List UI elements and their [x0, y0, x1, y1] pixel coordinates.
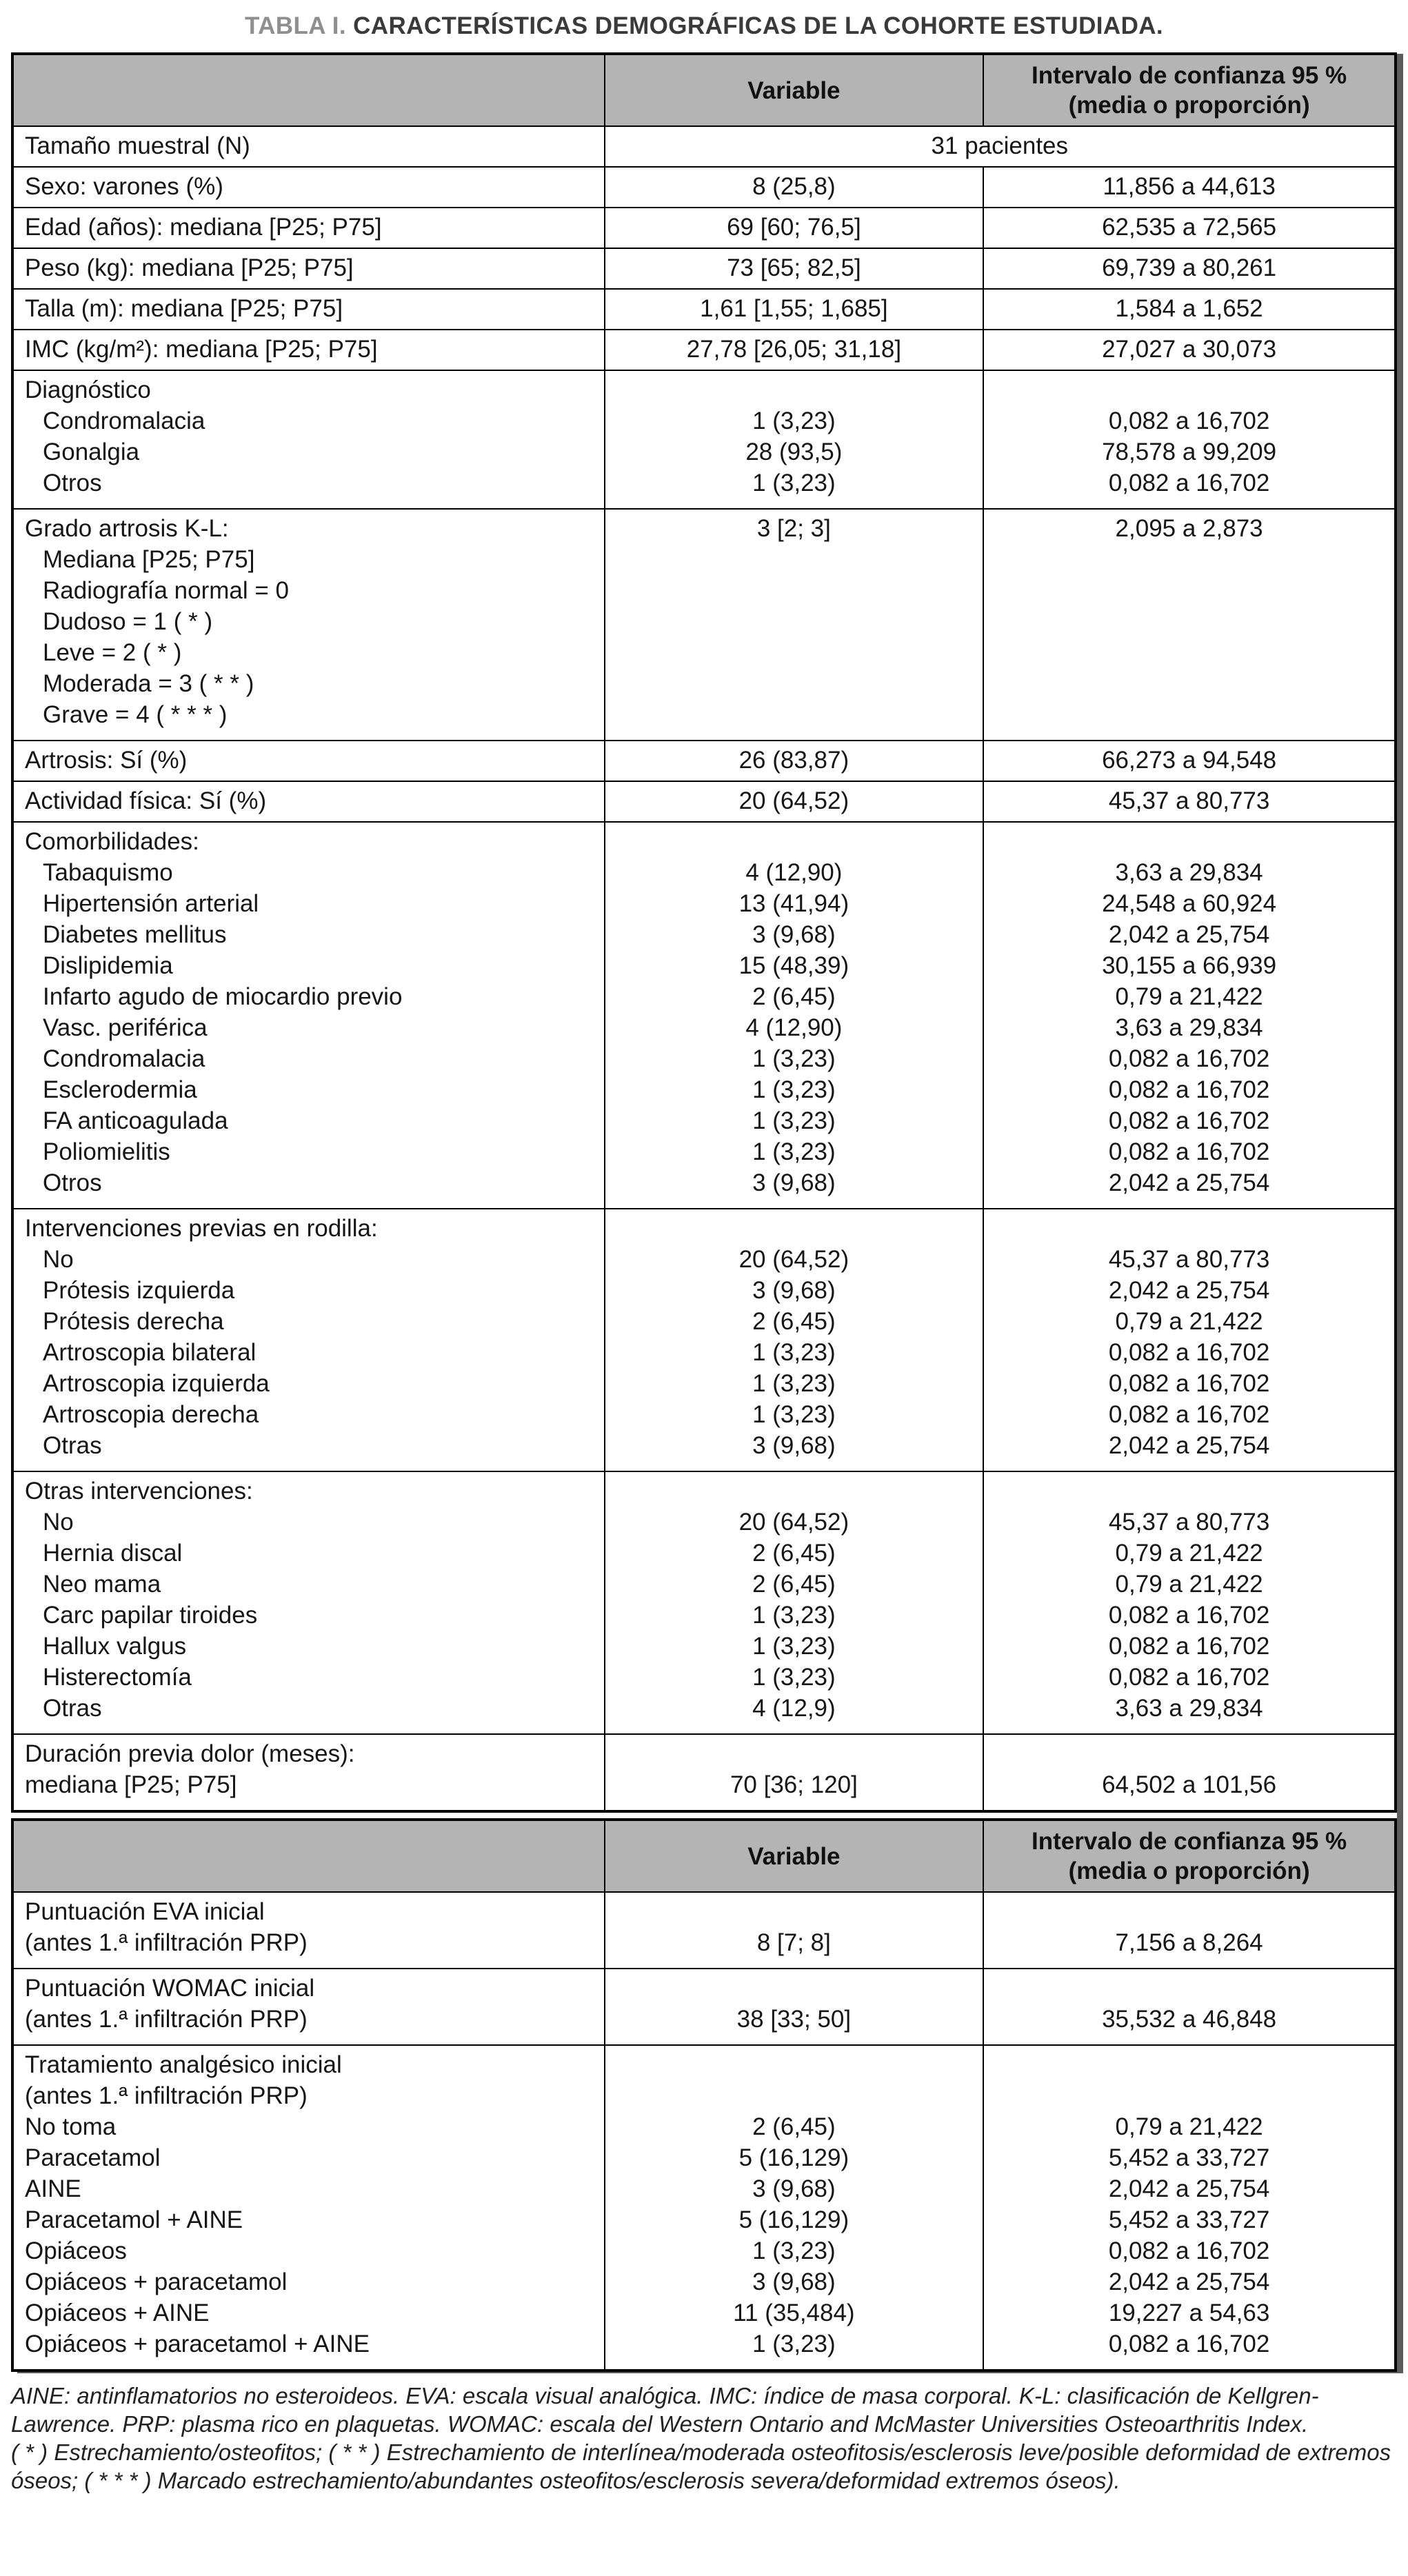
row-label-cell: [12, 208, 605, 248]
row-ci-cell: [983, 1471, 1396, 1734]
cell-line: 45,37 a 80,773: [1108, 1509, 1270, 1536]
cell-line: Grave = 4 ( * * * ): [43, 701, 228, 728]
cell-line: Dislipidemia: [43, 952, 173, 979]
cell-line: [612, 1973, 976, 2004]
cell-line: Gonalgia: [43, 439, 140, 465]
cell-line: [991, 374, 1387, 405]
cell-line: 0,082 a 16,702: [1108, 470, 1270, 496]
cell-line: 27,78 [26,05; 31,18]: [686, 336, 902, 363]
cell-line: Leve = 2 ( * ): [43, 639, 182, 666]
table-row: [12, 1471, 1396, 1734]
cell-line: 3,63 a 29,834: [1115, 1695, 1263, 1722]
row-variable-cell: [605, 167, 984, 208]
row-label-cell: [12, 1209, 605, 1471]
cell-line: Tabaquismo: [43, 859, 173, 886]
cell-line: 15 (48,39): [738, 952, 849, 979]
cell-line: Opiáceos + paracetamol + AINE: [25, 2331, 370, 2357]
row-ci-cell: [983, 509, 1396, 741]
cell-line: 0,082 a 16,702: [1108, 1107, 1270, 1134]
cell-line: [991, 2080, 1387, 2111]
cell-line: 70 [36; 120]: [730, 1771, 858, 1798]
cell-line: [612, 699, 976, 730]
cell-line: 2 (6,45): [752, 983, 836, 1010]
cell-line: 0,082 a 16,702: [1108, 1339, 1270, 1366]
cell-line: Hipertensión arterial: [43, 890, 259, 917]
row-variable-cell: [605, 781, 984, 822]
cell-line: 0,082 a 16,702: [1108, 1138, 1270, 1165]
row-label-cell: [12, 126, 605, 167]
cell-line: FA anticoagulada: [43, 1107, 228, 1134]
row-variable-cell: [605, 1209, 984, 1471]
cell-line: [991, 1973, 1387, 2004]
row-variable-cell: [605, 1969, 984, 2045]
cell-line: Puntuación WOMAC inicial: [25, 1975, 315, 2002]
row-ci-cell: [983, 370, 1396, 509]
footnotes: [11, 2382, 1397, 2495]
cell-line: Artroscopia bilateral: [43, 1339, 257, 1366]
cell-line: Hernia discal: [43, 1540, 183, 1567]
cell-line: Paracetamol + AINE: [25, 2206, 243, 2233]
row-variable-cell: [605, 741, 984, 781]
cell-line: 2,042 a 25,754: [1108, 1169, 1270, 1196]
cell-line: Prótesis izquierda: [43, 1277, 235, 1304]
cell-line: [991, 2049, 1387, 2080]
cell-line: Moderada = 3 ( * * ): [43, 670, 254, 697]
cell-line: 1 (3,23): [752, 1107, 836, 1134]
row-variable-cell: [605, 822, 984, 1209]
header-ci-line2: (media o proporción): [1068, 92, 1310, 119]
row-variable-cell: [605, 370, 984, 509]
cell-line: 19,227 a 54,63: [1108, 2300, 1270, 2326]
cell-line: Dudoso = 1 ( * ): [43, 608, 213, 635]
cell-line: Opiáceos + AINE: [25, 2300, 210, 2326]
cell-line: 38 [33; 50]: [736, 2006, 852, 2033]
table-row: [12, 208, 1396, 248]
cell-line: 20 (64,52): [738, 1509, 849, 1536]
cell-line: 0,79 a 21,422: [1115, 983, 1263, 1010]
cell-line: 4 (12,9): [752, 1695, 836, 1722]
cell-line: 0,082 a 16,702: [1108, 1633, 1270, 1660]
row-ci-cell: [983, 1892, 1396, 1969]
cell-line: 45,37 a 80,773: [1108, 1246, 1270, 1273]
cell-line: 0,082 a 16,702: [1108, 1045, 1270, 1072]
cell-line: 3,63 a 29,834: [1115, 1014, 1263, 1041]
row-ci-cell: [983, 781, 1396, 822]
cell-line: Infarto agudo de miocardio previo: [43, 983, 403, 1010]
cell-line: 2 (6,45): [752, 1308, 836, 1335]
cell-line: 62,535 a 72,565: [1102, 214, 1277, 241]
cell-line: Otras intervenciones:: [25, 1478, 253, 1505]
cell-line: 13 (41,94): [738, 890, 849, 917]
cell-line: 2 (6,45): [752, 1540, 836, 1567]
cell-line: 5,452 a 33,727: [1108, 2144, 1270, 2171]
cell-line: mediana [P25; P75]: [25, 1771, 237, 1798]
cell-line: [991, 606, 1387, 637]
cell-line: (antes 1.ª infiltración PRP): [25, 2006, 308, 2033]
cell-line: 0,082 a 16,702: [1108, 407, 1270, 434]
cell-line: [612, 637, 976, 668]
cell-line: 11,856 a 44,613: [1103, 173, 1276, 200]
cell-line: 1,584 a 1,652: [1115, 295, 1263, 322]
cell-line: [991, 826, 1387, 857]
cell-line: Tratamiento analgésico inicial: [25, 2051, 342, 2078]
row-ci-cell: [983, 2045, 1396, 2371]
row-variable-cell: [605, 1892, 984, 1969]
cell-line: 69,739 a 80,261: [1102, 254, 1277, 281]
cell-line: 3 (9,68): [752, 1277, 836, 1304]
cell-line: 7,156 a 8,264: [1115, 1929, 1263, 1956]
cell-line: Poliomielitis: [43, 1138, 170, 1165]
cell-line: Radiografía normal = 0: [43, 577, 290, 604]
cell-line: 26 (83,87): [738, 747, 849, 774]
table-row: [12, 1734, 1396, 1811]
header-confidence-interval: [983, 54, 1396, 126]
cell-line: 0,79 a 21,422: [1115, 2113, 1263, 2140]
footnote-kl-grade-definitions: ( * ) Estrechamiento/osteofitos; ( * * ) Estrechamiento de interlínea/moderada osteofitosis/esclerosis leve/posible deformidad de extremos óseos; ( * * * ) Marcado estrechamiento/abundantes osteofitos/esclerosis severa/deformidad extremos óseos).: [11, 2439, 1391, 2493]
table-row: [12, 509, 1396, 741]
row-variable-cell: [605, 1734, 984, 1811]
cell-line: [612, 575, 976, 606]
cell-line: 2,042 a 25,754: [1108, 2175, 1270, 2202]
cell-line: [991, 1738, 1387, 1769]
row-label-cell: [12, 1734, 605, 1811]
cell-line: 1,61 [1,55; 1,685]: [700, 295, 888, 322]
cell-line: [612, 826, 976, 857]
cell-line: 3 (9,68): [752, 2268, 836, 2295]
header-variable: Variable: [605, 1820, 984, 1892]
table-row: [12, 289, 1396, 330]
cell-line: Mediana [P25; P75]: [43, 546, 255, 573]
cell-line: No toma: [25, 2113, 117, 2140]
row-variable-cell: [605, 248, 984, 289]
cell-line: Condromalacia: [43, 407, 205, 434]
demographics-tables: [11, 52, 1397, 2372]
demographics-table-part2: [11, 1818, 1397, 2372]
cell-line: [612, 374, 976, 405]
cell-line: [612, 606, 976, 637]
row-ci-cell: [983, 330, 1396, 370]
table-title: [11, 11, 1397, 41]
cell-line: 11 (35,484): [733, 2300, 855, 2326]
cell-line: 2,095 a 2,873: [1115, 515, 1263, 542]
cell-line: 3,63 a 29,834: [1115, 859, 1263, 886]
cell-line: 8 [7; 8]: [756, 1929, 831, 1956]
cell-line: 5,452 a 33,727: [1108, 2206, 1270, 2233]
cell-line: Diagnóstico: [25, 376, 151, 403]
cell-line: [991, 637, 1387, 668]
cell-line: [991, 544, 1387, 575]
cell-line: 1 (3,23): [752, 1664, 836, 1691]
cell-line: 5 (16,129): [738, 2144, 849, 2171]
header-empty-cell: [12, 1820, 605, 1892]
cell-line: 0,082 a 16,702: [1108, 1664, 1270, 1691]
row-label-cell: [12, 167, 605, 208]
cell-line: Puntuación EVA inicial: [25, 1898, 265, 1925]
row-ci-cell: [983, 167, 1396, 208]
cell-line: [991, 1213, 1387, 1244]
row-label-cell: [12, 822, 605, 1209]
cell-line: Edad (años): mediana [P25; P75]: [25, 214, 382, 241]
cell-line: 4 (12,90): [745, 1014, 843, 1041]
row-span-value-cell: [605, 126, 1396, 167]
cell-line: 0,082 a 16,702: [1108, 2237, 1270, 2264]
row-label-cell: [12, 2045, 605, 2371]
table-title-text: CARACTERÍSTICAS DEMOGRÁFICAS DE LA COHORTE ESTUDIADA.: [346, 12, 1164, 39]
cell-line: [612, 544, 976, 575]
row-label-cell: [12, 289, 605, 330]
cell-line: 8 (25,8): [752, 173, 836, 200]
cell-line: Neo mama: [43, 1571, 161, 1598]
cell-line: [612, 1213, 976, 1244]
cell-line: 2 (6,45): [752, 2113, 836, 2140]
cell-line: [612, 1738, 976, 1769]
demographics-table-part1: [11, 52, 1397, 1813]
cell-line: Otros: [43, 470, 102, 496]
cell-line: AINE: [25, 2175, 81, 2202]
cell-line: 27,027 a 30,073: [1102, 336, 1277, 363]
cell-line: [612, 1476, 976, 1507]
row-ci-cell: [983, 289, 1396, 330]
row-label-cell: [12, 1471, 605, 1734]
row-variable-cell: [605, 330, 984, 370]
cell-line: 1 (3,23): [752, 1633, 836, 1660]
row-variable-cell: [605, 208, 984, 248]
cell-line: (antes 1.ª infiltración PRP): [25, 1929, 308, 1956]
cell-line: Actividad física: Sí (%): [25, 787, 267, 814]
cell-line: [612, 1896, 976, 1927]
row-label-cell: [12, 1969, 605, 2045]
cell-line: No: [43, 1246, 74, 1273]
cell-line: 2 (6,45): [752, 1571, 836, 1598]
cell-line: [991, 1476, 1387, 1507]
table-title-label: TABLA I.: [244, 12, 346, 39]
cell-line: 35,532 a 46,848: [1102, 2006, 1277, 2033]
header-row: [12, 1820, 1396, 1892]
cell-line: 20 (64,52): [738, 1246, 849, 1273]
cell-line: [612, 2080, 976, 2111]
cell-line: 0,082 a 16,702: [1108, 1370, 1270, 1397]
row-variable-cell: [605, 1471, 984, 1734]
cell-line: [991, 699, 1387, 730]
cell-line: Esclerodermia: [43, 1076, 197, 1103]
cell-line: 1 (3,23): [752, 470, 836, 496]
row-ci-cell: [983, 248, 1396, 289]
cell-line: [612, 2049, 976, 2080]
cell-line: (antes 1.ª infiltración PRP): [25, 2082, 308, 2109]
header-variable: Variable: [605, 54, 984, 126]
cell-line: 73 [65; 82,5]: [727, 254, 861, 281]
table-row: [12, 167, 1396, 208]
cell-line: 0,79 a 21,422: [1115, 1571, 1263, 1598]
row-ci-cell: [983, 1734, 1396, 1811]
table-row: [12, 1969, 1396, 2045]
cell-line: 0,79 a 21,422: [1115, 1540, 1263, 1567]
table-row: [12, 741, 1396, 781]
header-ci-line2: (media o proporción): [1068, 1858, 1310, 1884]
table-row: [12, 330, 1396, 370]
cell-line: 66,273 a 94,548: [1102, 747, 1277, 774]
table-body-part1: [12, 126, 1396, 1811]
row-ci-cell: [983, 741, 1396, 781]
cell-line: Vasc. periférica: [43, 1014, 208, 1041]
cell-line: 1 (3,23): [752, 2331, 836, 2357]
cell-line: Prótesis derecha: [43, 1308, 224, 1335]
header-confidence-interval: [983, 1820, 1396, 1892]
cell-line: 1 (3,23): [752, 1602, 836, 1629]
cell-line: 28 (93,5): [745, 439, 843, 465]
cell-line: 0,082 a 16,702: [1108, 1401, 1270, 1428]
cell-line: Condromalacia: [43, 1045, 205, 1072]
table-row: [12, 1209, 1396, 1471]
cell-line: Grado artrosis K-L:: [25, 515, 229, 542]
row-ci-cell: [983, 1969, 1396, 2045]
cell-line: Artrosis: Sí (%): [25, 747, 188, 774]
row-variable-cell: [605, 509, 984, 741]
cell-line: 1 (3,23): [752, 407, 836, 434]
cell-line: 3 [2; 3]: [756, 515, 831, 542]
cell-line: Hallux valgus: [43, 1633, 187, 1660]
cell-line: Peso (kg): mediana [P25; P75]: [25, 254, 354, 281]
cell-line: Otras: [43, 1695, 102, 1722]
cell-line: 2,042 a 25,754: [1108, 921, 1270, 948]
cell-line: 78,578 a 99,209: [1102, 439, 1277, 465]
row-label-cell: [12, 330, 605, 370]
cell-line: Comorbilidades:: [25, 828, 199, 855]
cell-line: 24,548 a 60,924: [1102, 890, 1277, 917]
cell-line: 45,37 a 80,773: [1108, 787, 1270, 814]
cell-line: 0,79 a 21,422: [1115, 1308, 1263, 1335]
cell-line: 0,082 a 16,702: [1108, 2331, 1270, 2357]
header-empty-cell: [12, 54, 605, 126]
table-row: [12, 822, 1396, 1209]
cell-line: 2,042 a 25,754: [1108, 1432, 1270, 1459]
cell-line: 3 (9,68): [752, 2175, 836, 2202]
cell-line: IMC (kg/m²): mediana [P25; P75]: [25, 336, 378, 363]
cell-line: 4 (12,90): [745, 859, 843, 886]
row-ci-cell: [983, 208, 1396, 248]
cell-line: 1 (3,23): [752, 2237, 836, 2264]
cell-line: 3 (9,68): [752, 1169, 836, 1196]
cell-line: Intervenciones previas en rodilla:: [25, 1215, 378, 1242]
table-row: [12, 248, 1396, 289]
cell-line: 5 (16,129): [738, 2206, 849, 2233]
cell-line: 3 (9,68): [752, 1432, 836, 1459]
cell-line: No: [43, 1509, 74, 1536]
cell-line: Sexo: varones (%): [25, 173, 223, 200]
header-ci-line1: Intervalo de confianza 95 %: [1032, 62, 1347, 89]
cell-line: Paracetamol: [25, 2144, 161, 2171]
cell-line: 3 (9,68): [752, 921, 836, 948]
cell-line: Histerectomía: [43, 1664, 192, 1691]
row-label-cell: [12, 741, 605, 781]
cell-line: 1 (3,23): [752, 1370, 836, 1397]
cell-line: 69 [60; 76,5]: [727, 214, 861, 241]
row-label-cell: [12, 509, 605, 741]
cell-line: 31 pacientes: [931, 132, 1069, 159]
table-row: [12, 2045, 1396, 2371]
cell-line: 1 (3,23): [752, 1339, 836, 1366]
cell-line: Otras: [43, 1432, 102, 1459]
row-label-cell: [12, 1892, 605, 1969]
row-ci-cell: [983, 1209, 1396, 1471]
table-row: [12, 781, 1396, 822]
cell-line: Talla (m): mediana [P25; P75]: [25, 295, 343, 322]
row-ci-cell: [983, 822, 1396, 1209]
row-label-cell: [12, 370, 605, 509]
cell-line: 2,042 a 25,754: [1108, 1277, 1270, 1304]
cell-line: Opiáceos + paracetamol: [25, 2268, 288, 2295]
cell-line: 1 (3,23): [752, 1401, 836, 1428]
cell-line: 1 (3,23): [752, 1045, 836, 1072]
cell-line: Diabetes mellitus: [43, 921, 227, 948]
cell-line: Tamaño muestral (N): [25, 132, 250, 159]
cell-line: 1 (3,23): [752, 1138, 836, 1165]
cell-line: Carc papilar tiroides: [43, 1602, 258, 1629]
cell-line: Duración previa dolor (meses):: [25, 1740, 355, 1767]
row-label-cell: [12, 781, 605, 822]
table-row: [12, 1892, 1396, 1969]
cell-line: [991, 1896, 1387, 1927]
cell-line: 30,155 a 66,939: [1102, 952, 1277, 979]
table-row: [12, 126, 1396, 167]
row-label-cell: [12, 248, 605, 289]
cell-line: Otros: [43, 1169, 102, 1196]
table-row: [12, 370, 1396, 509]
cell-line: [991, 668, 1387, 699]
cell-line: 1 (3,23): [752, 1076, 836, 1103]
cell-line: Artroscopia derecha: [43, 1401, 259, 1428]
row-variable-cell: [605, 289, 984, 330]
cell-line: 0,082 a 16,702: [1108, 1076, 1270, 1103]
cell-line: 2,042 a 25,754: [1108, 2268, 1270, 2295]
cell-line: 0,082 a 16,702: [1108, 1602, 1270, 1629]
cell-line: Artroscopia izquierda: [43, 1370, 270, 1397]
footnote-abbreviations: AINE: antinflamatorios no esteroideos. EVA: escala visual analógica. IMC: índice de masa corporal. K-L: clasificación de Kellgren-Lawrence. PRP: plasma rico en plaquetas. WOMAC: escala del Western Ontario and McMaster Universities Osteoarthritis Index.: [11, 2383, 1319, 2437]
cell-line: 20 (64,52): [738, 787, 849, 814]
header-row: [12, 54, 1396, 126]
table-body-part2: [12, 1892, 1396, 2371]
cell-line: 64,502 a 101,56: [1102, 1771, 1277, 1798]
cell-line: [612, 668, 976, 699]
row-variable-cell: [605, 2045, 984, 2371]
cell-line: Opiáceos: [25, 2237, 127, 2264]
cell-line: [991, 575, 1387, 606]
header-ci-line1: Intervalo de confianza 95 %: [1032, 1828, 1347, 1855]
